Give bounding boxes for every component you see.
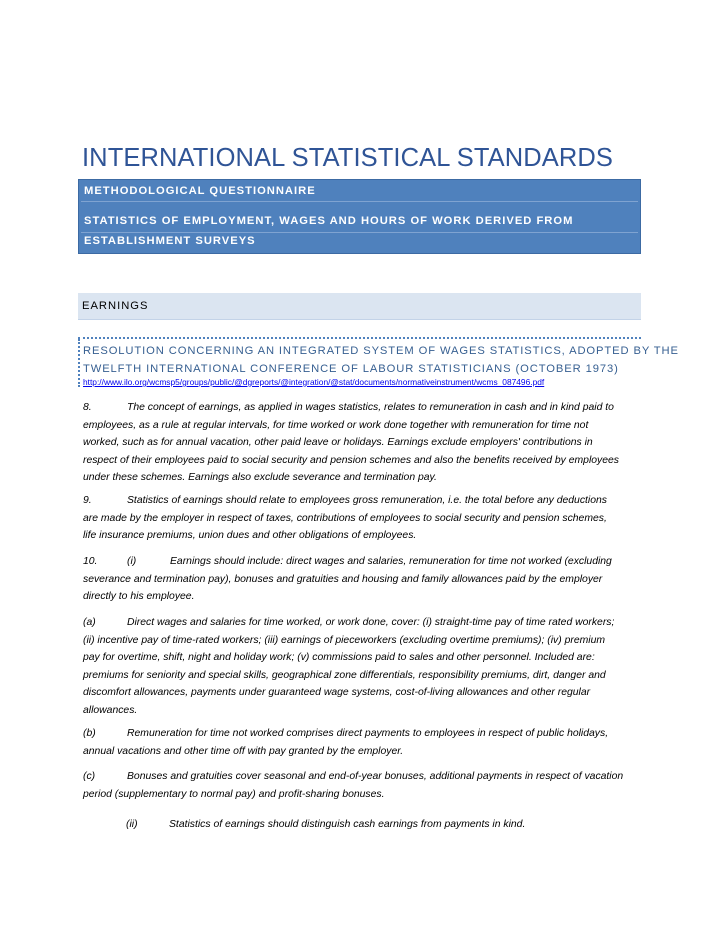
paragraph-9 bbox=[83, 492, 643, 545]
paragraph-line: allowances. bbox=[83, 704, 138, 716]
paragraph-line: respect of their employees paid to social security and pension schemes and also the benefits received by employees bbox=[83, 454, 619, 466]
paragraph-line: severance and termination pay), bonuses and gratuities and housing and family allowances paid by the employer bbox=[83, 573, 603, 585]
paragraph-line: premiums for seniority and special skills, geographical zone differentials, responsibility premiums, dirt, danger and bbox=[83, 669, 606, 681]
paragraph-line: (ii) incentive pay of time-rated workers; (iii) earnings of pieceworkers (excluding overtime premiums); (iv) premium bbox=[83, 634, 605, 646]
resolution-title-line-1: RESOLUTION CONCERNING AN INTEGRATED SYSTEM OF WAGES STATISTICS, ADOPTED BY THE bbox=[83, 345, 679, 357]
paragraph-line: pay for overtime, shift, night and holiday work; (v) commissions paid to sales and other personnel. Included are: bbox=[83, 652, 595, 663]
paragraph-line: directly to his employee. bbox=[83, 591, 195, 602]
paragraph-ii bbox=[126, 816, 643, 834]
paragraph-number: (b) bbox=[83, 728, 96, 739]
questionnaire-title: METHODOLOGICAL QUESTIONNAIRE bbox=[84, 185, 316, 197]
paragraph-line: discomfort allowances, payments under guaranteed wage systems, cost-of-living allowances and other regular bbox=[83, 687, 591, 698]
paragraph-line: worked, such as for annual vacation, other paid leave or holidays. Earnings exclude employers' contributions in bbox=[83, 437, 593, 448]
page-title: INTERNATIONAL STATISTICAL STANDARDS bbox=[82, 144, 614, 173]
dotted-side-border bbox=[78, 339, 80, 387]
section-heading-bar bbox=[78, 293, 641, 320]
resolution-title bbox=[83, 342, 679, 378]
resolution-link[interactable]: http://www.ilo.org/wcmsp5/groups/public/@dgreports/@integration/@stat/documents/normativeinstrument/wcms_087496.pdf bbox=[83, 377, 545, 387]
paragraph-number: (ii) bbox=[126, 819, 138, 830]
paragraph-line: Statistics of earnings should distinguish cash earnings from payments in kind. bbox=[169, 819, 526, 830]
paragraph-line: period (supplementary to normal pay) and profit-sharing bonuses. bbox=[83, 788, 385, 800]
resolution-title-line-2: TWELFTH INTERNATIONAL CONFERENCE OF LABOUR STATISTICIANS (OCTOBER 1973) bbox=[83, 363, 619, 375]
subparagraph-number: (i) bbox=[127, 556, 137, 567]
header-box bbox=[78, 179, 641, 254]
paragraph-number: 10. bbox=[83, 556, 98, 567]
paragraph-10 bbox=[83, 553, 643, 606]
paragraph-line: Remuneration for time not worked comprises direct payments to employees in respect of public holidays, bbox=[127, 728, 609, 739]
paragraph-line: Earnings should include: direct wages and salaries, remuneration for time not worked (excluding bbox=[170, 556, 612, 567]
paragraph-c bbox=[83, 768, 643, 803]
survey-title-line-2: ESTABLISHMENT SURVEYS bbox=[84, 235, 256, 247]
header-box-divider bbox=[81, 232, 638, 233]
paragraph-number: (a) bbox=[83, 617, 96, 628]
paragraph-line: Statistics of earnings should relate to employees gross remuneration, i.e. the total before any deductions bbox=[127, 495, 607, 506]
paragraph-line: employees, as a rule at regular intervals, for time worked or work done together with remuneration for time not bbox=[83, 419, 589, 431]
paragraph-line: under these schemes. Earnings also exclude severance and termination pay. bbox=[83, 472, 437, 483]
paragraph-a bbox=[83, 614, 643, 719]
survey-title-line-1: STATISTICS OF EMPLOYMENT, WAGES AND HOURS OF WORK DERIVED FROM bbox=[84, 215, 574, 227]
section-heading: EARNINGS bbox=[82, 300, 149, 312]
paragraph-number: (c) bbox=[83, 771, 96, 782]
paragraph-line: life insurance premiums, union dues and other obligations of employees. bbox=[83, 530, 417, 541]
paragraph-line: The concept of earnings, as applied in wages statistics, relates to remuneration in cash and in kind paid to bbox=[127, 402, 614, 413]
paragraph-number: 9. bbox=[83, 495, 92, 506]
paragraph-b bbox=[83, 725, 643, 760]
paragraph-number: 8. bbox=[83, 402, 92, 413]
paragraph-line: Direct wages and salaries for time worked, or work done, cover: (i) straight-time pay of time rated workers; bbox=[127, 617, 615, 628]
paragraph-line: Bonuses and gratuities cover seasonal and end-of-year bonuses, additional payments in respect of vacation bbox=[127, 771, 624, 782]
dotted-divider bbox=[78, 337, 641, 339]
paragraph-line: are made by the employer in respect of taxes, contributions of employees to social security and pension schemes, bbox=[83, 512, 607, 524]
header-box-divider bbox=[81, 201, 638, 202]
paragraph-8 bbox=[83, 399, 643, 487]
paragraph-line: annual vacations and other time off with pay granted by the employer. bbox=[83, 745, 404, 757]
